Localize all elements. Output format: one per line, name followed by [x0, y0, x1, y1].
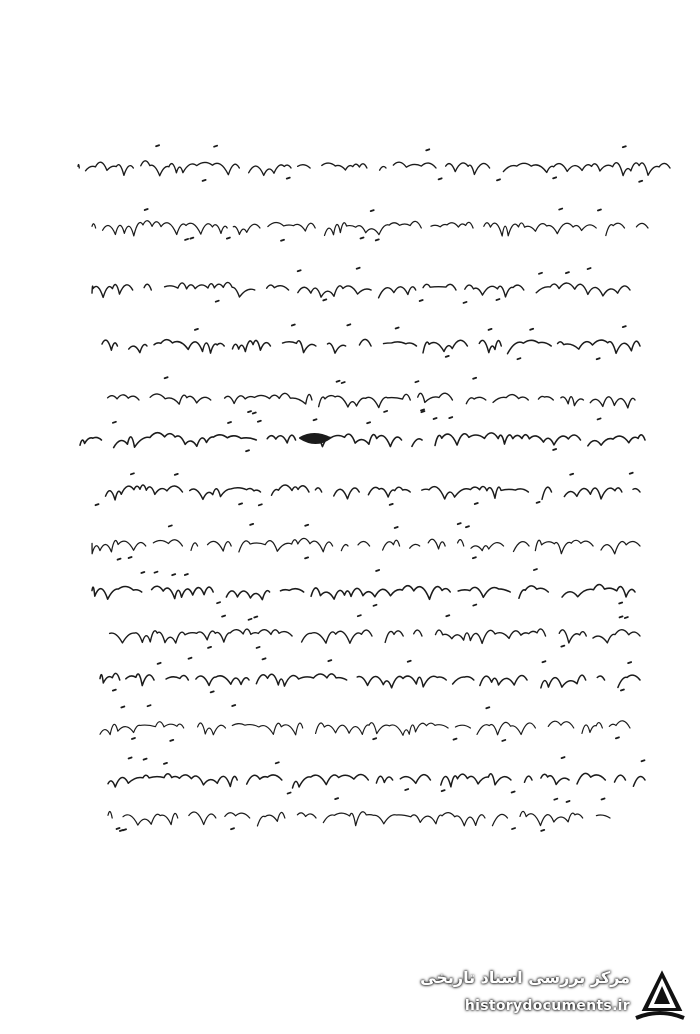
handwritten-line: [98, 629, 640, 643]
handwritten-dot: [232, 705, 235, 706]
handwritten-dot: [228, 422, 231, 423]
handwritten-dot: [542, 661, 545, 662]
handwritten-dot: [390, 504, 393, 505]
handwritten-dot: [258, 421, 261, 422]
handwritten-dot: [473, 605, 476, 606]
handwritten-dot: [458, 523, 461, 524]
handwritten-dot: [214, 146, 217, 147]
handwritten-dot: [298, 270, 301, 271]
watermark-title: مرکز بررسی اسناد تاریخی: [420, 968, 630, 987]
watermark-url: historydocuments.ir: [464, 998, 630, 1014]
handwritten-dot: [530, 329, 533, 330]
document-center-logo-icon: [632, 964, 688, 1024]
handwritten-dot: [602, 798, 605, 799]
handwritten-dot: [553, 177, 556, 178]
handwritten-dot: [619, 603, 622, 604]
handwritten-line: [108, 811, 610, 826]
handwritten-dot: [396, 328, 399, 329]
handwritten-dot: [559, 209, 562, 210]
handwritten-dot: [621, 690, 624, 691]
handwritten-line: [108, 773, 645, 788]
handwritten-dot: [466, 526, 469, 527]
handwritten-dot: [454, 739, 457, 740]
handwritten-line: [100, 721, 630, 736]
handwritten-dot: [227, 238, 230, 239]
handwritten-line: [80, 433, 645, 448]
handwritten-dot: [246, 450, 249, 451]
handwritten-dot: [208, 647, 211, 648]
handwritten-dot: [164, 763, 167, 764]
handwritten-dot: [537, 502, 540, 503]
handwritten-dot: [420, 300, 423, 301]
handwritten-dot: [561, 646, 564, 647]
handwritten-line: [92, 538, 640, 553]
handwritten-dot: [231, 828, 234, 829]
handwritten-dot: [253, 413, 256, 414]
handwritten-dot: [496, 299, 499, 300]
handwritten-line: [94, 485, 640, 500]
handwritten-line: [92, 221, 648, 236]
handwritten-dot: [305, 525, 308, 526]
handwritten-dot: [421, 411, 424, 412]
handwritten-dot: [473, 378, 476, 379]
handwritten-dot: [361, 237, 364, 238]
handwritten-dot: [148, 705, 151, 706]
handwritten-dot: [117, 828, 120, 829]
handwritten-dot: [131, 473, 134, 474]
handwritten-dot: [439, 178, 442, 179]
handwritten-dot: [276, 762, 279, 763]
handwritten-dot: [534, 569, 537, 570]
handwritten-dot: [620, 616, 623, 617]
handwritten-dot: [217, 602, 220, 603]
handwritten-dot: [203, 180, 206, 181]
handwritten-dot: [539, 273, 542, 274]
handwritten-dot: [342, 382, 345, 383]
handwritten-dot: [371, 210, 374, 211]
handwritten-dot: [628, 662, 631, 663]
handwritten-dot: [216, 301, 219, 302]
handwritten-dot: [446, 356, 449, 357]
handwritten-dot: [169, 525, 172, 526]
handwritten-dot: [554, 799, 557, 800]
handwritten-dot: [211, 691, 214, 692]
handwritten-dot: [641, 760, 644, 761]
handwritten-dot: [118, 559, 121, 560]
handwritten-dot: [328, 660, 331, 661]
handwritten-dot: [367, 422, 370, 423]
handwritten-dot: [489, 329, 492, 330]
handwritten-dot: [259, 504, 262, 505]
handwritten-dot: [155, 572, 158, 573]
handwritten-dot: [434, 418, 437, 419]
handwritten-dot: [598, 210, 601, 211]
handwritten-dot: [254, 617, 257, 618]
handwritten-dot: [292, 325, 295, 326]
handwritten-dot: [553, 449, 556, 450]
handwritten-dot: [358, 615, 361, 616]
handwritten-line: [85, 585, 635, 600]
handwritten-dot: [497, 179, 500, 180]
handwritten-dot: [512, 792, 515, 793]
handwritten-dot: [426, 149, 429, 150]
handwritten-dot: [405, 789, 408, 790]
handwritten-dot: [588, 268, 591, 269]
handwritten-dot: [374, 605, 377, 606]
handwritten-dot: [625, 617, 628, 618]
handwritten-dot: [288, 793, 291, 794]
handwritten-line: [85, 282, 630, 297]
handwritten-dot: [347, 324, 350, 325]
handwritten-dot: [144, 759, 147, 760]
handwritten-dot: [185, 574, 188, 575]
handwritten-line: [102, 339, 640, 353]
handwritten-dot: [141, 572, 144, 573]
handwritten-dot: [541, 830, 544, 831]
handwritten-dot: [570, 474, 573, 475]
handwritten-dot: [222, 616, 225, 617]
handwritten-dot: [408, 661, 411, 662]
handwritten-dot: [376, 239, 379, 240]
handwritten-dot: [421, 409, 424, 410]
handwritten-dot: [337, 381, 340, 382]
handwritten-dot: [113, 690, 116, 691]
handwritten-dot: [132, 738, 135, 739]
handwritten-dot: [446, 615, 449, 616]
handwritten-dot: [189, 658, 192, 659]
handwritten-dot: [190, 238, 193, 239]
handwritten-dot: [257, 647, 260, 648]
handwritten-dot: [442, 790, 445, 791]
handwritten-dot: [185, 239, 188, 240]
handwritten-dot: [145, 209, 148, 210]
handwritten-dot: [567, 801, 570, 802]
ink-blot: [300, 434, 330, 443]
handwritten-dot: [113, 422, 116, 423]
handwritten-dot: [639, 181, 642, 182]
handwritten-dot: [395, 527, 398, 528]
handwritten-dot: [464, 302, 467, 303]
watermark: [400, 962, 692, 1028]
handwritten-line: [100, 673, 640, 688]
handwritten-dot: [562, 757, 565, 758]
handwritten-dot: [449, 417, 452, 418]
handwritten-dot: [305, 557, 308, 558]
handwritten-dot: [314, 419, 317, 420]
handwritten-dot: [96, 504, 99, 505]
handwritten-dot: [248, 411, 251, 412]
handwritten-dot: [170, 740, 173, 741]
handwritten-dot: [156, 145, 159, 146]
handwritten-dot: [323, 299, 326, 300]
handwritten-dot: [172, 574, 175, 575]
handwritten-dot: [598, 418, 601, 419]
handwritten-dot: [250, 524, 253, 525]
handwritten-dot: [384, 411, 387, 412]
handwritten-dot: [373, 738, 376, 739]
handwritten-dot: [376, 570, 379, 571]
handwritten-dot: [158, 663, 161, 664]
handwritten-dot: [517, 358, 520, 359]
handwritten-dot: [473, 557, 476, 558]
handwritten-dot: [121, 706, 124, 707]
handwritten-dot: [415, 381, 418, 382]
handwritten-dot: [623, 326, 626, 327]
handwritten-dot: [335, 798, 338, 799]
handwritten-dot: [566, 272, 569, 273]
handwritten-dot: [287, 178, 290, 179]
handwritten-dot: [281, 240, 284, 241]
handwritten-dot: [475, 503, 478, 504]
handwritten-dot: [512, 828, 515, 829]
handwritten-dot: [263, 658, 266, 659]
handwritten-dot: [165, 377, 168, 378]
handwritten-dot: [175, 474, 178, 475]
handwritten-dot: [597, 358, 600, 359]
handwritten-dot: [357, 268, 360, 269]
handwritten-line: [78, 161, 670, 176]
handwritten-dot: [129, 557, 132, 558]
handwritten-dot: [623, 146, 626, 147]
handwritten-dot: [630, 473, 633, 474]
handwritten-dot: [249, 619, 252, 620]
handwritten-dot: [129, 757, 132, 758]
handwritten-dot: [195, 329, 198, 330]
handwritten-dot: [123, 829, 126, 830]
handwritten-dot: [486, 707, 489, 708]
handwritten-dot: [502, 740, 505, 741]
handwritten-dot: [616, 737, 619, 738]
handwritten-dot: [239, 503, 242, 504]
handwritten-line: [94, 393, 635, 408]
